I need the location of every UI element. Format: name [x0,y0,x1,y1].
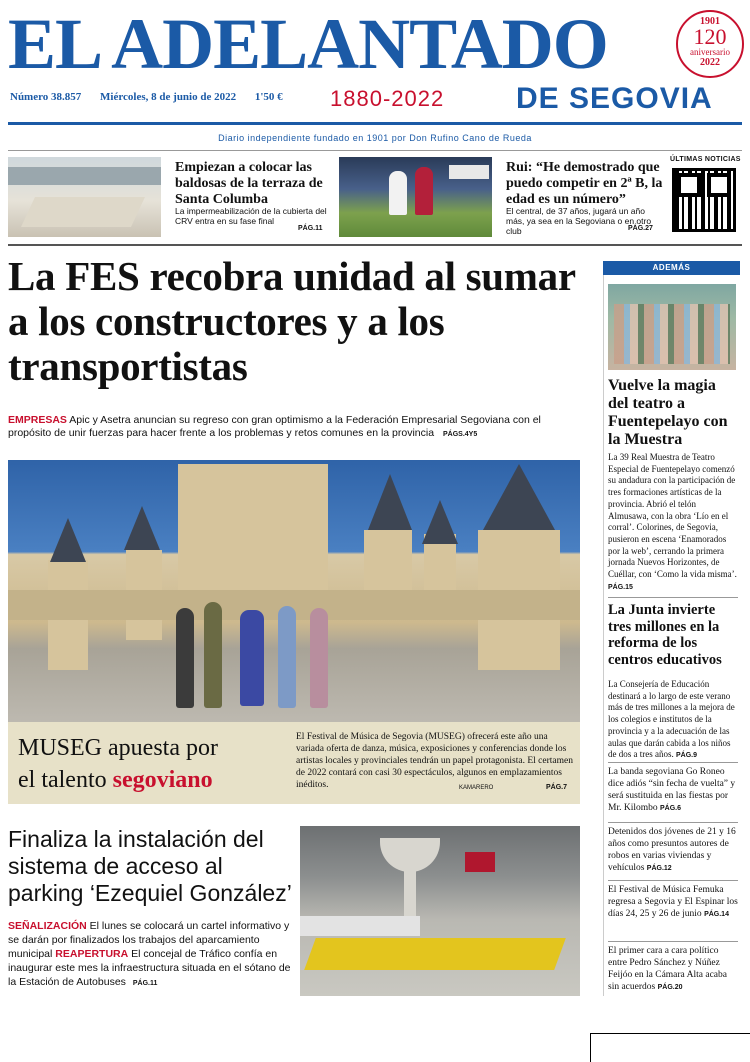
parking-kicker: REAPERTURA [55,948,129,960]
museg-headline[interactable] [18,732,288,796]
teaser-page: PÁG.27 [628,225,653,232]
photo-theatre-audience [608,284,736,370]
masthead-tagline: Diario independiente fundado en 1901 por Don Rufino Cano de Rueda [218,133,532,143]
parking-text-1: El lunes se colocará un cartel informativo y se darán por finalizados los trabajos del aparcamiento municipal [8,920,290,960]
brief-text: Detenidos dos jóvenes de 21 y 16 años como presuntos autores de robos en varias viviendas y vehículos [608,827,736,873]
masthead-years: 1880-2022 [330,86,445,111]
divider [608,597,738,598]
teaser-headline[interactable]: Rui: “He demostrado que puedo competir en 2ª B, la edad es un número” [506,160,663,207]
anniversary-seal [676,10,744,78]
sidebar-text [608,679,738,762]
masthead-subtitle: DE SEGOVIA [516,82,713,115]
issue-date: Miércoles, 8 de junio de 2022 [100,91,237,103]
anniversary-number: 120 [693,24,727,49]
parking-text [8,919,293,991]
teaser-summary: El central, de 37 años, jugará un año más, ya sea en la Segoviana o en otro club [506,206,652,236]
divider [608,822,738,823]
brief-item[interactable] [608,766,738,815]
sidebar-headline[interactable]: La Junta invierte tres millones en la reforma de los centros educativos [608,602,722,668]
parking-page: PÁG.11 [132,980,158,987]
teaser-summary: La impermeabilización de la cubierta del CRV entra en su fase final [175,206,327,226]
sidebar-headline[interactable]: Vuelve la magia del teatro a Fuentepelayo con la Muestra [608,377,728,448]
brief-item[interactable] [608,826,738,875]
parking-kicker: SEÑALIZACIÓN [8,920,87,932]
anniversary-year-start: 1901 [700,16,720,27]
photo-alcazar-castle [8,460,580,722]
museg-page: PÁG.7 [546,784,568,791]
main-kicker: EMPRESAS [8,414,67,426]
main-lead-text: Apic y Asetra anuncian su regreso con gran optimismo a la Federación Empresarial Segoviana con el propósito de unir fuerzas para hacer frente a los problemas y retos comunes en la provincia [8,414,541,439]
divider [8,150,742,151]
masthead-title: EL ADELANTADO [8,4,608,84]
divider [8,244,742,246]
divider [608,941,738,942]
issue-number: Número 38.857 [10,91,82,103]
sidebar-text [608,452,738,593]
bottom-corner-box [590,1033,750,1062]
brief-text: El primer cara a cara político entre Pedro Sánchez y Núñez Feijóo en la Cámara Alta acaba sin acuerdos [608,946,727,992]
museg-headline-highlight: segoviano [112,767,213,793]
main-page: PÁGS.4Y5 [442,431,478,438]
divider [608,880,738,881]
brief-text: El Festival de Música Femuka regresa a Segovia y El Espinar los días 24, 25 y 26 de junio [608,885,738,919]
issue-price: 1'50 € [254,91,283,103]
parking-headline[interactable]: Finaliza la instalación del sistema de acceso al parking ‘Ezequiel González’ [8,826,292,906]
brief-page: PÁG.6 [660,805,682,812]
museg-text: El Festival de Música de Segovia (MUSEG) ofrecerá este año una variada oferta de danza, música, exposiciones y conferencias donde los artistas locales y provinciales tendrán un papel protagonista. El certamen de 2022 contará con casi 30 espectáculos, algunos en emplazamientos inéditos. [296,732,573,790]
teaser-headline[interactable]: Empiezan a colocar las baldosas de la terraza de Santa Columba [175,160,323,207]
qr-label: ÚLTIMAS NOTICIAS [670,156,741,163]
photo-credit: KAMARERO [459,785,494,791]
brief-page: PÁG.12 [646,865,672,872]
teaser-photo-football [339,157,492,237]
museg-headline-part1: MUSEG apuesta por [18,735,218,761]
teaser-page: PÁG.11 [298,225,323,232]
qr-code[interactable] [672,168,736,232]
brief-page: PÁG.14 [704,911,729,918]
anniversary-word: aniversario [690,47,730,57]
sidebar-page: PÁG.15 [608,583,633,591]
sidebar-text-body: La Consejería de Educación destinará a lo largo de este verano más de tres millones a la mejora de los colegios e institutos de la provincia y a la adecuación de las aulas que darán cabida a los niños de dos a tres años. [608,679,735,760]
sidebar-label: ADEMÁS [603,261,740,275]
issue-line [10,91,299,103]
brief-text: La banda segoviana Go Roneo dice adiós “sin fecha de vuelta” y será sustituida en las fiestas por Mr. Kilombo [608,767,736,813]
main-lead [8,414,583,441]
anniversary-year-end: 2022 [700,57,720,68]
sidebar-page: PÁG.9 [675,752,697,760]
brief-page: PÁG.20 [657,984,683,991]
masthead-rule [8,122,742,125]
brief-item[interactable] [608,884,738,921]
main-headline[interactable]: La FES recobra unidad al sumar a los constructores y a los transportistas [8,253,576,389]
sidebar-text-body: La 39 Real Muestra de Teatro Especial de Fuentepelayo comenzó su andadura con la participación de tres formaciones artísticas de la provincia. Abrió el telón Almusawa, con la obra ‘Lío en el corral’. Colorines, de Segovia, pusieron en escena ‘Enamorados por la web’, cerrando la primera jornada Nuevos Horizontes, de Cuéllar, con ‘Como la vida misma’. [608,452,737,580]
photo-parking [300,826,580,996]
museg-headline-part2: el talento [18,767,107,793]
teaser-photo-terrace [8,157,161,237]
divider [608,762,738,763]
parking-text-2: El concejal de Tráfico confía en inaugurar este mes la infraestructura situada en el sótano de la Estación de Autobuses [8,948,291,988]
brief-item[interactable] [608,945,738,994]
